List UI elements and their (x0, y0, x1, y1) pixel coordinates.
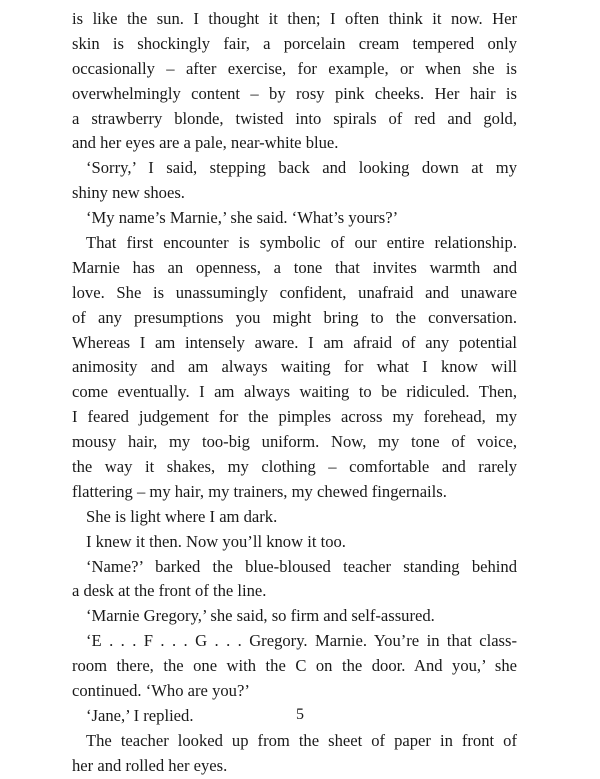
text-line: Whereas I am intensely aware. I am afraid of any potential (72, 332, 517, 352)
text-line: I knew it then. Now you’ll know it too. (86, 531, 346, 551)
text-line: continued. ‘Who are you?’ (72, 681, 250, 701)
text-line: overwhelmingly content – by rosy pink cheeks. Her hair is (72, 83, 517, 103)
text-line: the way it shakes, my clothing – comfortable and rarely (72, 457, 517, 477)
text-line: She is light where I am dark. (86, 506, 278, 526)
text-line: ‘Marnie Gregory,’ she said, so firm and self-assured. (86, 606, 435, 626)
text-line: occasionally – after exercise, for example, or when she is (72, 58, 517, 78)
text-line: Marnie has an openness, a tone that invites warmth and (72, 257, 517, 277)
text-line: mousy hair, my too-big uniform. Now, my tone of voice, (72, 432, 517, 452)
page-number: 5 (296, 706, 304, 723)
text-line: That first encounter is symbolic of our entire relationship. (86, 233, 517, 253)
text-line: The teacher looked up from the sheet of paper in front of (86, 730, 517, 750)
text-line: skin is shockingly fair, a porcelain cream tempered only (72, 33, 517, 53)
text-line: a strawberry blonde, twisted into spirals of red and gold, (72, 108, 517, 128)
text-line: ‘Jane,’ I replied. (86, 705, 194, 725)
text-line: shiny new shoes. (72, 183, 185, 203)
text-line: room there, the one with the C on the door. And you,’ she (72, 656, 517, 676)
text-line: animosity and am always waiting for what I know will (72, 357, 517, 377)
text-line: ‘My name’s Marnie,’ she said. ‘What’s yours?’ (86, 208, 399, 228)
text-line: love. She is unassumingly confident, unafraid and unaware (72, 282, 517, 302)
text-line: I feared judgement for the pimples across my forehead, my (72, 407, 517, 427)
text-line: her and rolled her eyes. (72, 755, 228, 775)
text-line: of any presumptions you might bring to the conversation. (72, 307, 517, 327)
text-line: flattering – my hair, my trainers, my chewed fingernails. (72, 481, 447, 501)
text-line: a desk at the front of the line. (72, 581, 267, 601)
text-line: ‘Sorry,’ I said, stepping back and looking down at my (86, 158, 517, 178)
text-line: ‘E . . . F . . . G . . . Gregory. Marnie. You’re in that class- (86, 631, 517, 651)
text-line: ‘Name?’ barked the blue-bloused teacher standing behind (86, 556, 517, 576)
text-line: is like the sun. I thought it then; I often think it now. Her (72, 9, 517, 28)
text-line: come eventually. I am always waiting to be ridiculed. Then, (72, 382, 517, 402)
body-text (72, 7, 517, 779)
text-line: and her eyes are a pale, near-white blue. (72, 133, 339, 153)
